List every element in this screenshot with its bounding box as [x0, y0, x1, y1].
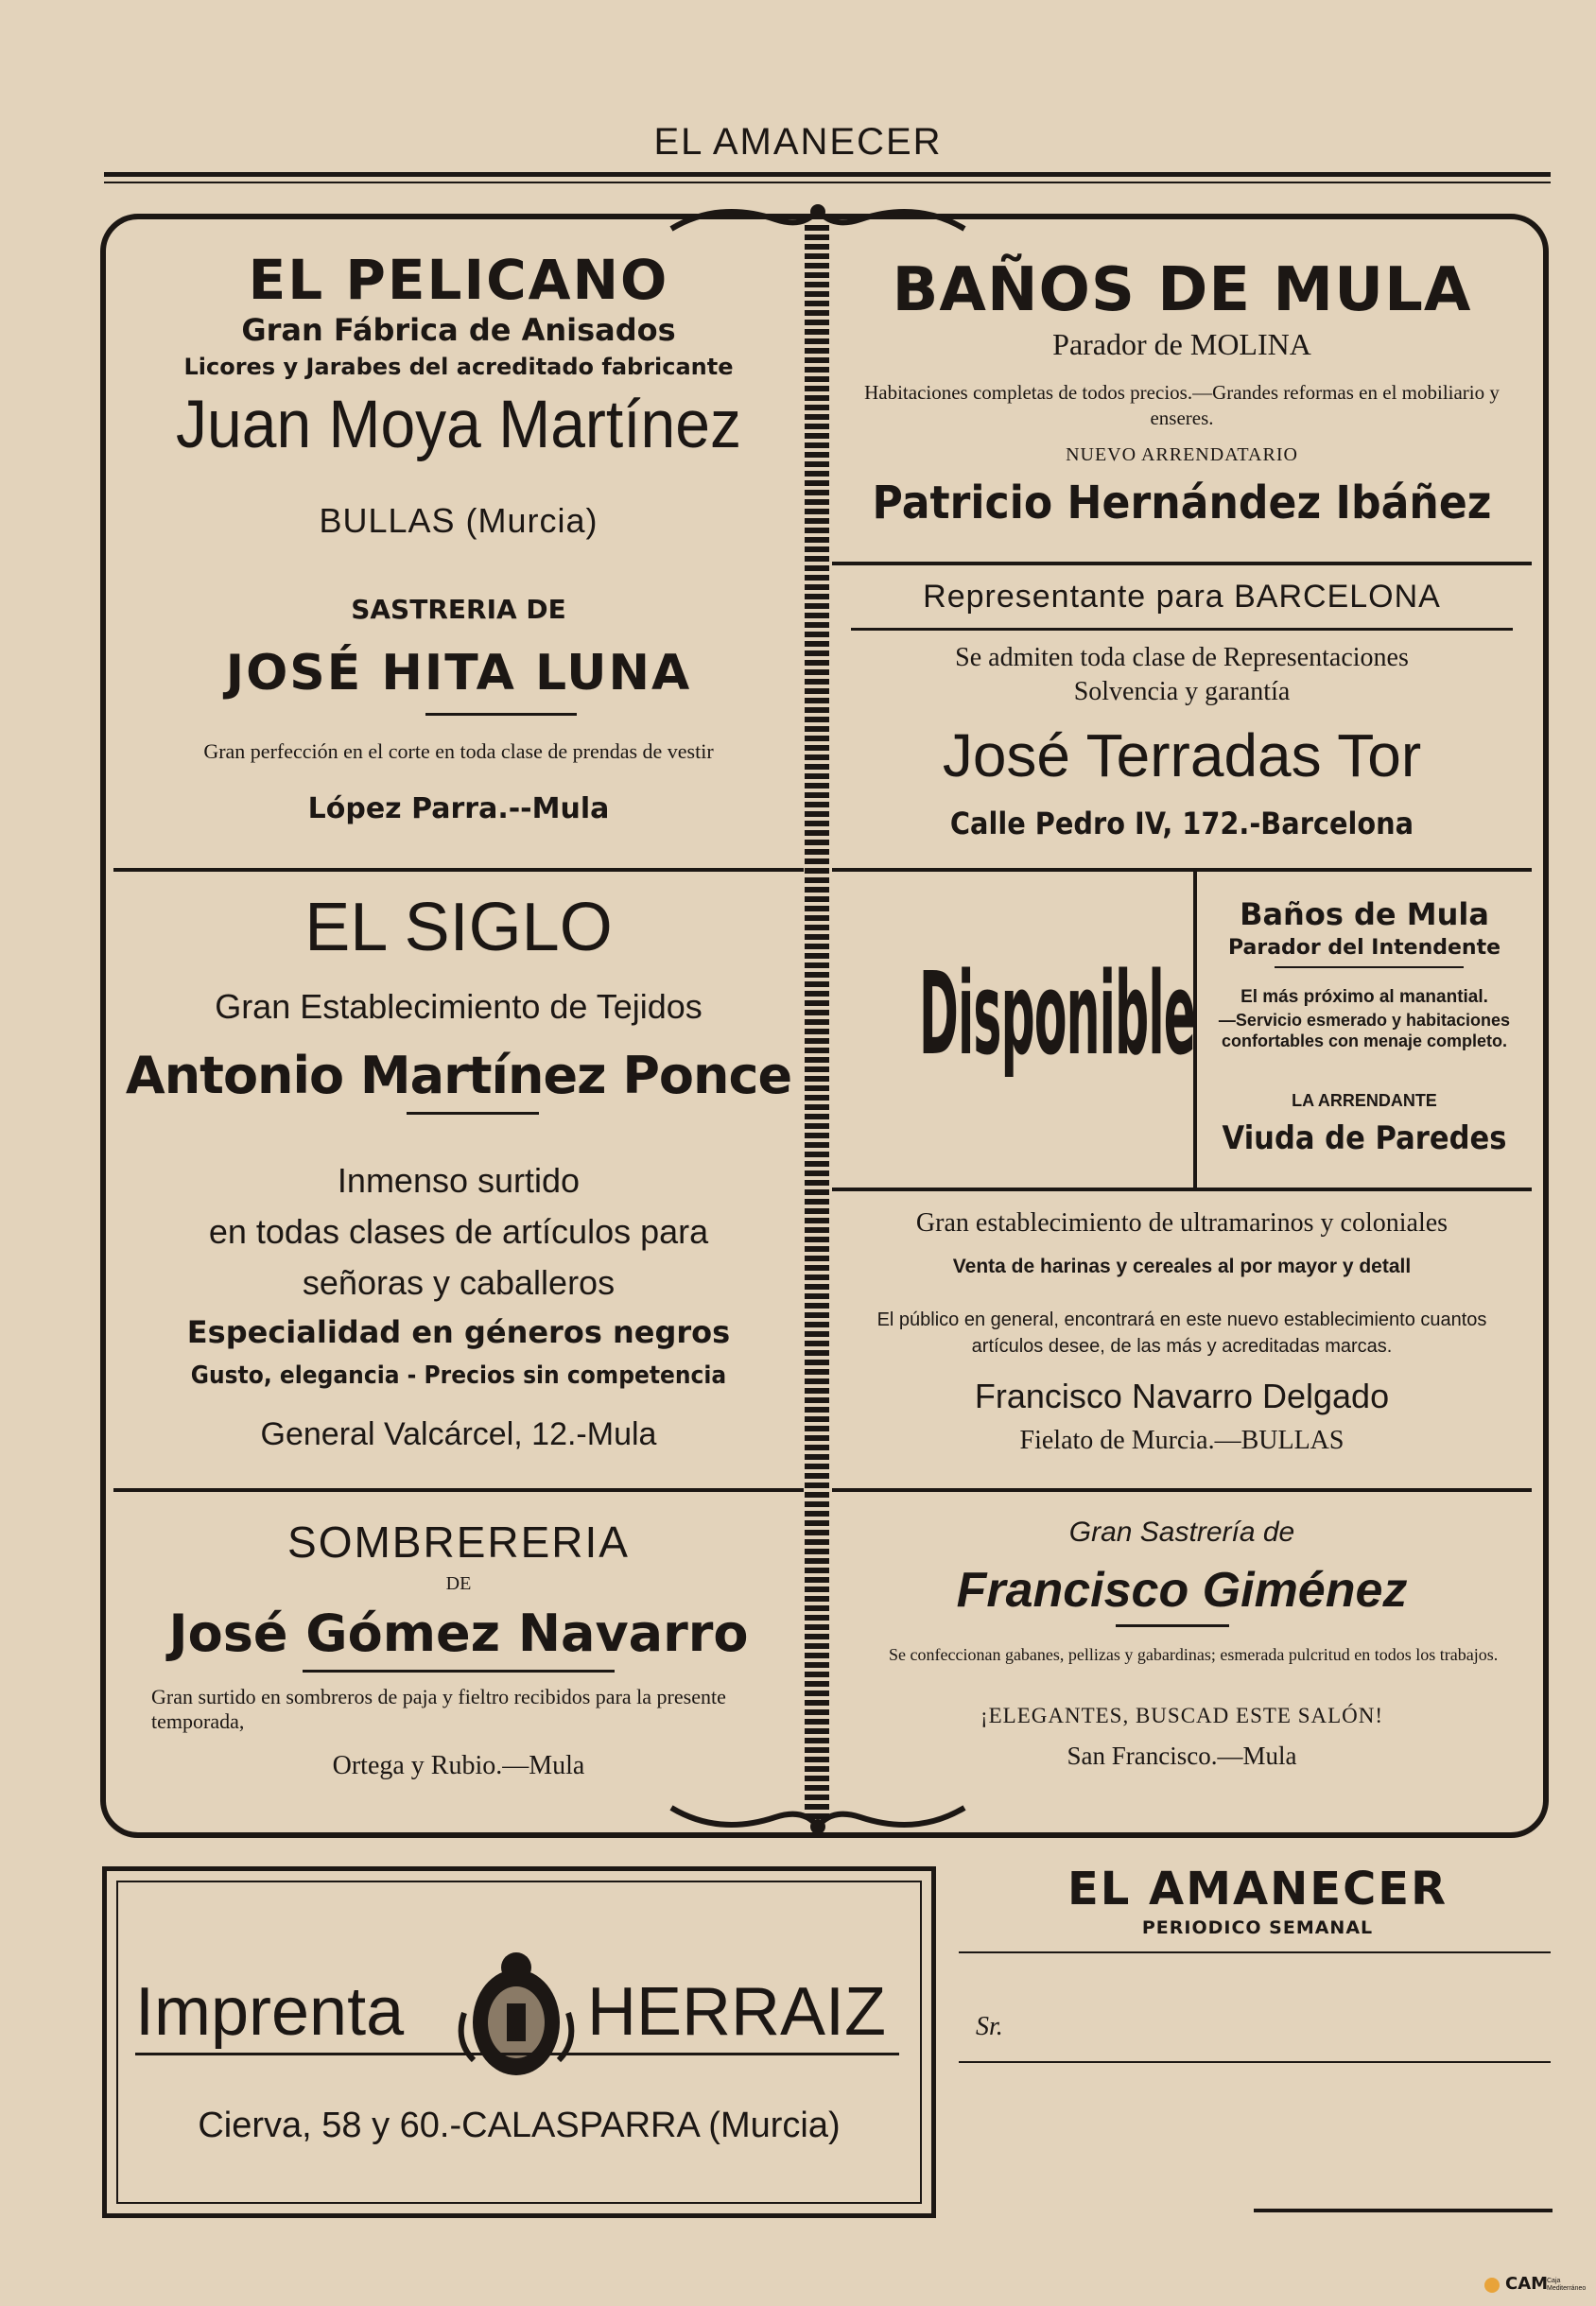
siglo-line2: Inmenso surtido: [337, 1161, 581, 1200]
ad-terradas: [832, 579, 1532, 862]
gimenez-rule: [1116, 1624, 1229, 1627]
chain-divider: [805, 225, 829, 1823]
gimenez-line1: Gran Sastrería de: [1068, 1517, 1295, 1548]
intendente-line3: —Servicio esmerado y habitaciones confortables con menaje completo.: [1218, 1011, 1511, 1050]
hita-address: López Parra.--Mula: [307, 792, 610, 825]
imprenta-rule: [135, 2053, 899, 2055]
siglo-line3: en todas clases de artículos para: [208, 1212, 709, 1251]
molina-line3: NUEVO ARRENDATARIO: [1066, 444, 1298, 465]
frame-ornament-top: [662, 200, 974, 238]
pelicano-line1: Gran Fábrica de Anisados: [241, 312, 676, 348]
terradas-line3: Solvencia y garantía: [1073, 677, 1291, 706]
intendente-rule: [1275, 966, 1464, 968]
imprenta-address: Cierva, 58 y 60.-CALASPARRA (Murcia): [198, 2106, 841, 2145]
gimenez-line3: ¡ELEGANTES, BUSCAD ESTE SALÓN!: [980, 1704, 1384, 1727]
divider-left-2: [113, 1488, 804, 1492]
terradas-line1: Representante para BARCELONA: [923, 579, 1441, 615]
intendente-line1: Parador del Intendente: [1227, 936, 1501, 960]
page-header-title: EL AMANECER: [653, 121, 943, 163]
terradas-rule: [851, 628, 1513, 631]
ad-gimenez: [832, 1509, 1532, 1802]
siglo-owner: Antonio Martínez Ponce: [125, 1046, 792, 1105]
terradas-address: Calle Pedro IV, 172.-Barcelona: [949, 806, 1414, 841]
sombrereria-owner: José Gómez Navarro: [168, 1604, 749, 1663]
masthead-subtitle: PERIODICO SEMANAL: [1141, 1917, 1374, 1938]
sombrereria-name: SOMBRERERIA: [287, 1517, 630, 1567]
header-rule-thin: [104, 182, 1551, 183]
ultramarinos-owner: Francisco Navarro Delgado: [974, 1377, 1390, 1415]
terradas-owner: José Terradas Tor: [942, 721, 1422, 789]
imprenta-left: Imprenta: [135, 1974, 405, 2050]
disponible-text: Disponible: [919, 949, 1196, 1081]
siglo-line4: señoras y caballeros: [302, 1263, 616, 1302]
hita-desc: Gran perfección en el corte en toda clase de prendas de vestir: [203, 739, 714, 763]
hita-rule: [425, 713, 577, 716]
terradas-line2: Se admiten toda clase de Representaciones: [955, 643, 1409, 672]
intendente-line4: LA ARRENDANTE: [1292, 1091, 1437, 1110]
siglo-address: General Valcárcel, 12.-Mula: [260, 1416, 657, 1452]
divider-left-1: [113, 868, 804, 872]
divider-right-3: [832, 1188, 1532, 1191]
molina-line1: Parador de MOLINA: [1052, 327, 1311, 361]
ad-banos-molina: [832, 248, 1532, 560]
header-rule: [104, 172, 1551, 177]
ultramarinos-address: Fielato de Murcia.—BULLAS: [1019, 1426, 1344, 1455]
hita-line1: SASTRERIA DE: [351, 594, 566, 625]
ad-sombrereria: [113, 1509, 804, 1802]
divider-right-1: [832, 562, 1532, 565]
cam-logo: CAM: [1505, 2274, 1549, 2294]
intendente-owner: Viuda de Paredes: [1222, 1119, 1507, 1157]
siglo-line1: Gran Establecimiento de Tejidos: [215, 987, 703, 1026]
cam-sub: Caja Mediterráneo: [1547, 2278, 1587, 2292]
pelicano-line2: Licores y Jarabes del acreditado fabricante: [183, 354, 734, 380]
siglo-line6: Gusto, elegancia - Precios sin competencia: [190, 1361, 727, 1390]
divider-right-4: [832, 1488, 1532, 1492]
siglo-rule: [407, 1112, 539, 1115]
ad-el-pelicano: [113, 248, 804, 560]
siglo-line5: Especialidad en géneros negros: [186, 1314, 731, 1350]
ad-ultramarinos: [832, 1203, 1532, 1486]
pelicano-name: EL PELICANO: [248, 248, 669, 312]
sombrereria-line1: DE: [445, 1573, 472, 1594]
hita-owner: JOSÉ HITA LUNA: [225, 645, 692, 702]
masthead-slip: [955, 1857, 1560, 2216]
gimenez-line2: Se confeccionan gabanes, pellizas y gabardinas; esmerada pulcritud en todos los trabajos.: [889, 1645, 1499, 1664]
ad-el-siglo: [113, 889, 804, 1475]
molina-line2: Habitaciones completas de todos precios.—Grandes reformas en el mobiliario y enseres.: [864, 381, 1500, 429]
ad-imprenta: [102, 1866, 936, 2218]
masthead-rule-top: [959, 1951, 1551, 1953]
ultramarinos-line1: Gran establecimiento de ultramarinos y coloniales: [915, 1208, 1449, 1238]
imprenta-right: HERRAIZ: [587, 1974, 887, 2050]
intendente-line2: El más próximo al manantial.: [1240, 987, 1488, 1007]
frame-ornament-bottom: [662, 1798, 974, 1840]
siglo-name: EL SIGLO: [304, 890, 613, 965]
ultramarinos-line2: Venta de harinas y cereales al por mayor y detall: [952, 1256, 1412, 1277]
gimenez-owner: Francisco Giménez: [956, 1563, 1408, 1618]
molina-name: BAÑOS DE MULA: [892, 255, 1472, 325]
sombrereria-address: Ortega y Rubio.—Mula: [332, 1751, 585, 1780]
pelicano-owner: Juan Moya Martínez: [176, 386, 741, 461]
cam-watermark: [1484, 2274, 1588, 2298]
masthead-title: EL AMANECER: [1067, 1863, 1449, 1916]
gimenez-address: San Francisco.—Mula: [1067, 1742, 1297, 1770]
ad-disponible: [832, 889, 1196, 1172]
ultramarinos-line3: El público en general, encontrará en este nuevo establecimiento cuantos artículos desee, de las más y acreditadas marcas.: [876, 1309, 1487, 1357]
sombrereria-line2: Gran surtido en sombreros de paja y fieltro recibidos para la presente temporada,: [151, 1685, 726, 1733]
ad-banos-intendente: [1199, 889, 1530, 1182]
coat-of-arms-icon: [455, 1947, 578, 2089]
masthead-address-line-2: [1254, 2209, 1553, 2212]
masthead-sr: Sr.: [976, 2012, 1003, 2041]
molina-owner: Patricio Hernández Ibáñez: [872, 477, 1492, 529]
intendente-name: Baños de Mula: [1240, 896, 1489, 932]
pelicano-place: BULLAS (Murcia): [319, 501, 598, 540]
masthead-address-line: [959, 2061, 1551, 2063]
cam-dot-icon: [1484, 2278, 1500, 2293]
sombrereria-rule: [303, 1670, 615, 1673]
ad-sastreria-hita: [113, 594, 804, 840]
divider-right-2: [832, 868, 1532, 872]
